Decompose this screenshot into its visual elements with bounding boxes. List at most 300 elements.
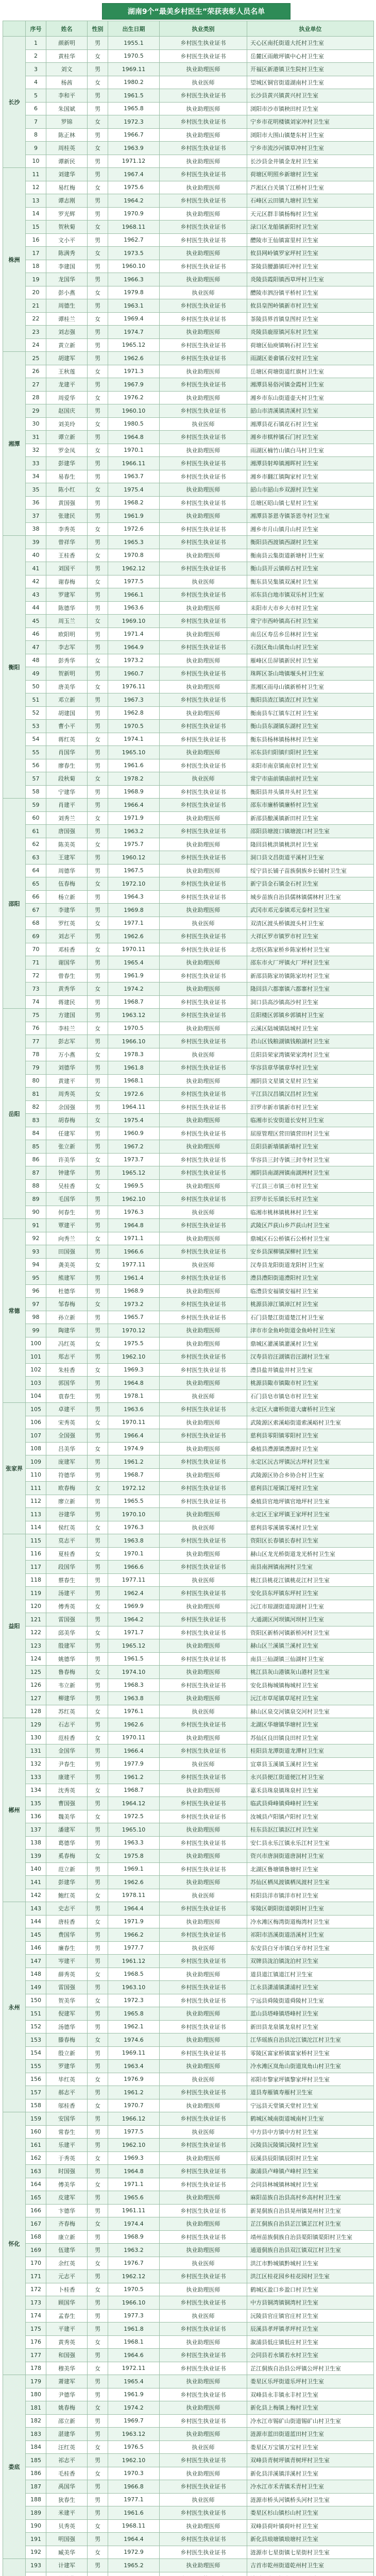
region-cell: 娄底 <box>3 2375 26 2559</box>
cell-practice-type: 乡村医生执业证书 <box>160 1219 247 1232</box>
cell-practice-type: 执业医师 <box>160 2493 247 2506</box>
cell-gender: 女 <box>88 2217 108 2231</box>
cell-index: 89 <box>26 1193 46 1206</box>
cell-birthdate: 1971.4 <box>108 628 160 641</box>
cell-gender: 女 <box>88 2519 108 2533</box>
cell-name: 尹春生 <box>46 1757 88 1771</box>
table-row <box>3 1009 374 1022</box>
cell-name: 彭小燕 <box>46 286 88 299</box>
table-row <box>3 102 374 115</box>
cell-index: 23 <box>26 326 46 339</box>
cell-practice-type: 乡村医生执业证书 <box>160 1902 247 1916</box>
table-row <box>3 877 374 891</box>
cell-practice-type: 执业医师 <box>160 917 247 930</box>
cell-name: 刘美玲 <box>46 417 88 431</box>
cell-name: 姚德华 <box>46 1652 88 1666</box>
cell-index: 145 <box>26 1928 46 1942</box>
cell-practice-type: 乡村医生执业证书 <box>160 2296 247 2310</box>
table-row <box>3 1718 374 1732</box>
cell-gender: 男 <box>88 1389 108 1403</box>
roster-table <box>3 21 374 2576</box>
cell-index: 32 <box>26 444 46 457</box>
cell-practice-type: 乡村医生执业证书 <box>160 536 247 549</box>
cell-index: 114 <box>26 1521 46 1534</box>
cell-index: 189 <box>26 2506 46 2520</box>
cell-birthdate: 1964.8 <box>108 2165 160 2178</box>
cell-institution: 祁阳市浯溪街道浯溪村卫生室 <box>247 1928 374 1942</box>
table-row <box>3 2454 374 2467</box>
cell-index: 62 <box>26 838 46 851</box>
region-cell: 郴州 <box>3 1718 26 1902</box>
cell-practice-type: 执业助理医师 <box>160 483 247 497</box>
region-cell: 怀化 <box>3 2112 26 2375</box>
table-header <box>3 21 374 37</box>
cell-institution: 宁乡市流沙河镇草冲村卫生室 <box>247 142 374 155</box>
cell-practice-type: 乡村医生执业证书 <box>160 2139 247 2152</box>
cell-birthdate: 1974.7 <box>108 326 160 339</box>
cell-name: 殷立新 <box>46 2046 88 2060</box>
cell-institution: 城步苗族自治县儒林镇儒林村卫生室 <box>247 890 374 904</box>
cell-name: 黄秀英 <box>46 2335 88 2349</box>
table-row <box>3 2230 374 2244</box>
cell-institution: 麻阳苗族自治县高村乡高村村卫生室 <box>247 2191 374 2205</box>
cell-practice-type: 执业助理医师 <box>160 549 247 562</box>
cell-name: 全国强 <box>46 1429 88 1443</box>
cell-birthdate: 1972.11 <box>108 2362 160 2375</box>
cell-gender: 男 <box>88 995 108 1009</box>
cell-practice-type: 执业助理医师 <box>160 2217 247 2231</box>
cell-practice-type: 执业助理医师 <box>160 1600 247 1613</box>
table-row <box>3 2349 374 2362</box>
cell-name: 蒋红英 <box>46 733 88 746</box>
cell-gender: 男 <box>88 2112 108 2126</box>
cell-institution: 沅陵县官庄镇官庄村卫生室 <box>247 2309 374 2323</box>
cell-birthdate: 1962.1 <box>108 2020 160 2033</box>
cell-practice-type: 乡村医生执业证书 <box>160 1836 247 1850</box>
cell-birthdate: 1971.9 <box>108 1915 160 1928</box>
cell-index: 97 <box>26 1298 46 1311</box>
cell-gender: 女 <box>88 1363 108 1377</box>
cell-birthdate: 1974.1 <box>108 733 160 746</box>
cell-birthdate: 1965.5 <box>108 1495 160 1508</box>
cell-index: 34 <box>26 470 46 483</box>
cell-name: 符德华 <box>46 1468 88 1482</box>
table-row <box>3 904 374 917</box>
cell-institution: 安乡县深柳镇深柳村卫生室 <box>247 1245 374 1259</box>
cell-birthdate: 1976.11 <box>108 680 160 693</box>
cell-index: 141 <box>26 1876 46 1889</box>
cell-practice-type: 乡村医生执业证书 <box>160 562 247 575</box>
cell-birthdate: 1971.1 <box>108 2178 160 2191</box>
cell-practice-type: 执业助理医师 <box>160 1377 247 1390</box>
cell-institution: 通道侗族自治县双江镇双江村卫生室 <box>247 2244 374 2257</box>
cell-name: 罗建华 <box>46 2060 88 2073</box>
cell-practice-type: 执业助理医师 <box>160 2191 247 2205</box>
cell-birthdate: 1965.12 <box>108 338 160 352</box>
table-row <box>3 221 374 234</box>
cell-index: 182 <box>26 2414 46 2428</box>
table-row <box>3 49 374 63</box>
cell-practice-type: 执业医师 <box>160 2073 247 2086</box>
cell-birthdate: 1964.12 <box>108 1797 160 1810</box>
cell-name: 彭志军 <box>46 1035 88 1048</box>
cell-birthdate: 1961.9 <box>108 510 160 523</box>
cell-name: 龙国华 <box>46 273 88 286</box>
cell-institution: 南县南洲镇南洲村卫生室 <box>247 1561 374 1574</box>
cell-gender: 男 <box>88 194 108 208</box>
cell-birthdate: 1967.4 <box>108 168 160 181</box>
cell-practice-type: 执业助理医师 <box>160 510 247 523</box>
cell-gender: 男 <box>88 1534 108 1548</box>
cell-index: 109 <box>26 1455 46 1469</box>
cell-institution: 珠晖区茶山坳镇堰头村卫生室 <box>247 667 374 681</box>
table-row <box>3 2375 374 2388</box>
cell-gender: 男 <box>88 1941 108 1955</box>
cell-index: 24 <box>26 338 46 352</box>
table-row <box>3 601 374 615</box>
cell-institution: 汝城县卢阳镇卢阳村卫生室 <box>247 1810 374 1823</box>
cell-name: 刘国平 <box>46 562 88 575</box>
cell-name: 周德生 <box>46 299 88 313</box>
cell-gender: 女 <box>88 680 108 693</box>
table-row <box>3 1048 374 1061</box>
cell-institution: 临湘市桃林镇桃林村卫生室 <box>247 1206 374 1219</box>
cell-practice-type: 乡村医生执业证书 <box>160 2506 247 2520</box>
cell-gender: 女 <box>88 1048 108 1061</box>
cell-birthdate: 1966.8 <box>108 2480 160 2494</box>
cell-institution: 冷水滩区岚角山街道岚角山村卫生室 <box>247 2060 374 2073</box>
cell-gender: 女 <box>88 1114 108 1127</box>
cell-institution: 南县三仙湖镇三仙湖村卫生室 <box>247 1652 374 1666</box>
table-row <box>3 2270 374 2283</box>
cell-gender: 女 <box>88 2546 108 2559</box>
cell-index: 172 <box>26 2283 46 2296</box>
cell-practice-type: 执业助理医师 <box>160 601 247 615</box>
cell-index: 139 <box>26 1850 46 1863</box>
cell-gender: 女 <box>88 286 108 299</box>
cell-birthdate: 1974.9 <box>108 1442 160 1455</box>
cell-name: 庞建军 <box>46 1455 88 1469</box>
cell-institution: 新邵县陈家坊镇陈家坊村卫生室 <box>247 969 374 982</box>
cell-institution: 邵东市火厂坪镇火厂坪村卫生室 <box>247 956 374 970</box>
cell-institution: 湘阴县南湖洲镇南湖洲村卫生室 <box>247 1166 374 1180</box>
table-row <box>3 1245 374 1259</box>
cell-name: 龚美英 <box>46 1258 88 1272</box>
cell-institution: 岳麓区雨敞坪镇中心村卫生室 <box>247 49 374 63</box>
cell-name: 陶建华 <box>46 1324 88 1337</box>
cell-name: 覃建平 <box>46 1219 88 1232</box>
cell-practice-type: 执业助理医师 <box>160 982 247 996</box>
cell-institution: 雨湖区姜畲镇石安村卫生室 <box>247 352 374 365</box>
cell-name: 廉春生 <box>46 1941 88 1955</box>
table-row <box>3 562 374 575</box>
table-row <box>3 1416 374 1429</box>
cell-index: 92 <box>26 1232 46 1245</box>
cell-practice-type: 乡村医生执业证书 <box>160 431 247 444</box>
cell-practice-type: 执业助理医师 <box>160 1284 247 1298</box>
cell-gender: 男 <box>88 1508 108 1521</box>
cell-practice-type: 乡村医生执业证书 <box>160 2020 247 2033</box>
cell-name: 余红英 <box>46 2257 88 2270</box>
cell-gender: 男 <box>88 969 108 982</box>
cell-birthdate: 1963.3 <box>108 1836 160 1850</box>
table-row <box>3 733 374 746</box>
cell-institution: 隆回县桃洪镇桃洪村卫生室 <box>247 838 374 851</box>
cell-name: 汪红英 <box>46 2441 88 2454</box>
cell-index: 73 <box>26 982 46 996</box>
cell-gender: 男 <box>88 1035 108 1048</box>
cell-name: 段秋菊 <box>46 772 88 786</box>
cell-birthdate: 1962.8 <box>108 706 160 720</box>
cell-birthdate: 1976.5 <box>108 2441 160 2454</box>
cell-index: 78 <box>26 1048 46 1061</box>
cell-birthdate: 1973.5 <box>108 247 160 260</box>
table-row <box>3 2046 374 2060</box>
table-row <box>3 1363 374 1377</box>
cell-institution: 安化县东坪镇东坪村卫生室 <box>247 1587 374 1600</box>
cell-practice-type: 乡村医生执业证书 <box>160 2480 247 2494</box>
cell-index: 67 <box>26 904 46 917</box>
cell-index: 18 <box>26 260 46 273</box>
cell-birthdate: 1960.9 <box>108 1127 160 1140</box>
cell-birthdate: 1962.10 <box>108 2454 160 2467</box>
table-row <box>3 2151 374 2165</box>
cell-gender: 女 <box>88 1547 108 1561</box>
cell-practice-type: 乡村医生执业证书 <box>160 299 247 313</box>
cell-practice-type: 执业助理医师 <box>160 746 247 759</box>
cell-gender: 男 <box>88 1928 108 1942</box>
cell-name: 傅秀英 <box>46 1600 88 1613</box>
cell-birthdate: 1961.2 <box>108 2086 160 2099</box>
cell-institution: 慈利县零阳镇零阳村卫生室 <box>247 1429 374 1443</box>
cell-practice-type: 执业助理医师 <box>160 391 247 404</box>
cell-index: 83 <box>26 1114 46 1127</box>
table-row <box>3 2362 374 2375</box>
table-row <box>3 2493 374 2506</box>
cell-birthdate: 1966.7 <box>108 128 160 142</box>
cell-index: 46 <box>26 628 46 641</box>
header-row <box>3 21 374 37</box>
cell-institution: 攸县网岭镇罗家坪村卫生室 <box>247 247 374 260</box>
cell-practice-type: 执业助理医师 <box>160 63 247 76</box>
cell-index: 128 <box>26 1705 46 1718</box>
cell-gender: 男 <box>88 2046 108 2060</box>
table-row <box>3 1100 374 1114</box>
table-row <box>3 2335 374 2349</box>
cell-birthdate: 1977.1 <box>108 917 160 930</box>
cell-institution: 开福区新港镇卫生院村卫生室 <box>247 63 374 76</box>
cell-practice-type: 乡村医生执业证书 <box>160 378 247 392</box>
cell-gender: 女 <box>88 247 108 260</box>
cell-name: 禹国华 <box>46 2480 88 2494</box>
cell-practice-type: 执业助理医师 <box>160 1442 247 1455</box>
cell-name: 汤建平 <box>46 1587 88 1600</box>
cell-index: 44 <box>26 601 46 615</box>
cell-practice-type: 执业助理医师 <box>160 811 247 825</box>
table-row <box>3 417 374 431</box>
cell-gender: 男 <box>88 1009 108 1022</box>
document-title: 湖南9个“最美乡村医生”荣获表彰人员名单 <box>102 3 290 20</box>
cell-institution: 双峰县荷叶镇荷叶村卫生室 <box>247 2519 374 2533</box>
cell-index: 42 <box>26 575 46 588</box>
cell-name: 罗建军 <box>46 588 88 602</box>
table-row <box>3 431 374 444</box>
cell-index: 37 <box>26 510 46 523</box>
region-cell: 湘潭 <box>3 352 26 536</box>
cell-birthdate: 1978.2 <box>108 772 160 786</box>
cell-index: 14 <box>26 207 46 221</box>
cell-gender: 男 <box>88 2454 108 2467</box>
cell-birthdate: 1969.5 <box>108 1179 160 1193</box>
cell-birthdate: 1963.9 <box>108 142 160 155</box>
cell-index: 13 <box>26 194 46 208</box>
cell-gender: 男 <box>88 1718 108 1732</box>
cell-birthdate: 1963.12 <box>108 2428 160 2441</box>
cell-gender: 女 <box>88 615 108 628</box>
cell-index: 136 <box>26 1810 46 1823</box>
table-row <box>3 1836 374 1850</box>
cell-institution: 大通湖区河坝镇河坝村卫生室 <box>247 1613 374 1626</box>
cell-gender: 男 <box>88 1652 108 1666</box>
cell-gender: 女 <box>88 1705 108 1718</box>
cell-birthdate: 1963.2 <box>108 825 160 838</box>
cell-birthdate: 1970.5 <box>108 720 160 733</box>
cell-practice-type: 乡村医生执业证书 <box>160 2546 247 2559</box>
cell-birthdate: 1963.6 <box>108 1403 160 1416</box>
cell-birthdate: 1969.4 <box>108 312 160 326</box>
cell-institution: 宜章县玉溪镇玉溪村卫生室 <box>247 1757 374 1771</box>
cell-name: 张建民 <box>46 510 88 523</box>
cell-institution: 道县寿雁镇寿雁村卫生室 <box>247 2086 374 2099</box>
cell-practice-type: 执业助理医师 <box>160 1324 247 1337</box>
table-row <box>3 1022 374 1035</box>
cell-index: 190 <box>26 2519 46 2533</box>
cell-institution: 新化县洋溪镇洋溪村卫生室 <box>247 2467 374 2480</box>
table-row <box>3 1981 374 1994</box>
cell-birthdate: 1962.10 <box>108 1350 160 1364</box>
table-row <box>3 1495 374 1508</box>
cell-gender: 女 <box>88 221 108 234</box>
cell-institution: 洪江市黔城镇黔城村卫生室 <box>247 2257 374 2270</box>
cell-birthdate: 1974.4 <box>108 2217 160 2231</box>
cell-birthdate: 1961.5 <box>108 89 160 103</box>
cell-birthdate: 1965.7 <box>108 1311 160 1324</box>
cell-gender: 男 <box>88 299 108 313</box>
table-row <box>3 1153 374 1166</box>
cell-name: 卞德华 <box>46 2204 88 2217</box>
cell-index: 165 <box>26 2191 46 2205</box>
cell-gender: 女 <box>88 2257 108 2270</box>
cell-institution: 桃江县灰山港镇灰山港村卫生室 <box>247 1666 374 1679</box>
table-row <box>3 628 374 641</box>
cell-gender: 男 <box>88 1955 108 1968</box>
cell-practice-type: 执业医师 <box>160 2125 247 2139</box>
cell-name: 奚春梅 <box>46 1850 88 1863</box>
cell-practice-type: 乡村医生执业证书 <box>160 1744 247 1758</box>
cell-practice-type: 乡村医生执业证书 <box>160 338 247 352</box>
cell-index: 64 <box>26 864 46 877</box>
cell-institution: 会同县林城镇林城村卫生室 <box>247 2178 374 2191</box>
cell-birthdate: 1965.10 <box>108 746 160 759</box>
cell-institution: 溆浦县卢峰镇卢峰村卫生室 <box>247 2165 374 2178</box>
cell-gender: 男 <box>88 155 108 168</box>
cell-institution: 武陵源区协合乡协合村卫生室 <box>247 1468 374 1482</box>
cell-name: 米建平 <box>46 2506 88 2520</box>
table-row <box>3 1757 374 1771</box>
cell-institution: 澧县澧阳街道澧阳村卫生室 <box>247 1272 374 1285</box>
cell-practice-type: 执业医师 <box>160 1941 247 1955</box>
cell-institution: 衡阳县井头镇井头村卫生室 <box>247 785 374 799</box>
table-row <box>3 391 374 404</box>
table-row <box>3 2388 374 2401</box>
region-cell: 株洲 <box>3 168 26 352</box>
cell-institution: 慈利县江垭镇江垭村卫生室 <box>247 1482 374 1495</box>
cell-institution: 辰溪县辰阳镇辰阳村卫生室 <box>247 2151 374 2165</box>
cell-practice-type: 执业助理医师 <box>160 273 247 286</box>
cell-index: 79 <box>26 1061 46 1075</box>
cell-name: 方建国 <box>46 1009 88 1022</box>
cell-institution: 溆浦县低庄镇低庄村卫生室 <box>247 2335 374 2349</box>
table-row <box>3 1074 374 1088</box>
cell-gender: 男 <box>88 1679 108 1692</box>
cell-gender: 女 <box>88 1258 108 1272</box>
cell-birthdate: 1963.2 <box>108 2244 160 2257</box>
cell-institution: 岳阳县荣家湾镇荣家湾村卫生室 <box>247 1048 374 1061</box>
cell-institution: 祁东县归阳镇归阳村卫生室 <box>247 746 374 759</box>
cell-gender: 女 <box>88 1337 108 1350</box>
cell-index: 6 <box>26 102 46 115</box>
cell-gender: 男 <box>88 2086 108 2099</box>
cell-index: 100 <box>26 1337 46 1350</box>
cell-birthdate: 1974.6 <box>108 2033 160 2047</box>
cell-institution: 邵东市廉桥镇廉桥村卫生室 <box>247 799 374 812</box>
cell-birthdate: 1964.4 <box>108 2533 160 2546</box>
cell-practice-type: 乡村医生执业证书 <box>160 1350 247 1364</box>
cell-index: 127 <box>26 1692 46 1705</box>
cell-practice-type: 执业助理医师 <box>160 365 247 378</box>
cell-birthdate: 1971.9 <box>108 811 160 825</box>
table-row <box>3 1534 374 1548</box>
cell-institution: 慈利县零溪镇零溪村卫生室 <box>247 1521 374 1534</box>
cell-index: 45 <box>26 615 46 628</box>
cell-institution: 衡东县吴集镇双溪村卫生室 <box>247 575 374 588</box>
cell-birthdate: 1972.6 <box>108 1088 160 1101</box>
cell-name: 穆美华 <box>46 2362 88 2375</box>
cell-birthdate: 1964.2 <box>108 1613 160 1626</box>
cell-name: 黄建平 <box>46 1074 88 1088</box>
cell-birthdate: 1964.3 <box>108 890 160 904</box>
cell-institution: 湘潭县易俗河镇金霞村卫生室 <box>247 378 374 392</box>
cell-practice-type: 乡村医生执业证书 <box>160 194 247 208</box>
cell-practice-type: 执业助理医师 <box>160 680 247 693</box>
table-row <box>3 2086 374 2099</box>
cell-index: 178 <box>26 2362 46 2375</box>
cell-birthdate: 1963.6 <box>108 601 160 615</box>
cell-name: 邓桂香 <box>46 943 88 956</box>
cell-index: 20 <box>26 286 46 299</box>
cell-gender: 男 <box>88 2533 108 2546</box>
cell-gender: 女 <box>88 483 108 497</box>
cell-practice-type: 乡村医生执业证书 <box>160 2454 247 2467</box>
cell-birthdate: 1971.7 <box>108 1626 160 1639</box>
table-row <box>3 693 374 707</box>
cell-institution: 攸县皇图岭镇新市村卫生室 <box>247 299 374 313</box>
cell-name: 罗金凤 <box>46 444 88 457</box>
cell-birthdate: 1966.4 <box>108 1429 160 1443</box>
cell-gender: 女 <box>88 522 108 536</box>
cell-gender: 女 <box>88 2441 108 2454</box>
cell-name: 费国华 <box>46 1928 88 1942</box>
